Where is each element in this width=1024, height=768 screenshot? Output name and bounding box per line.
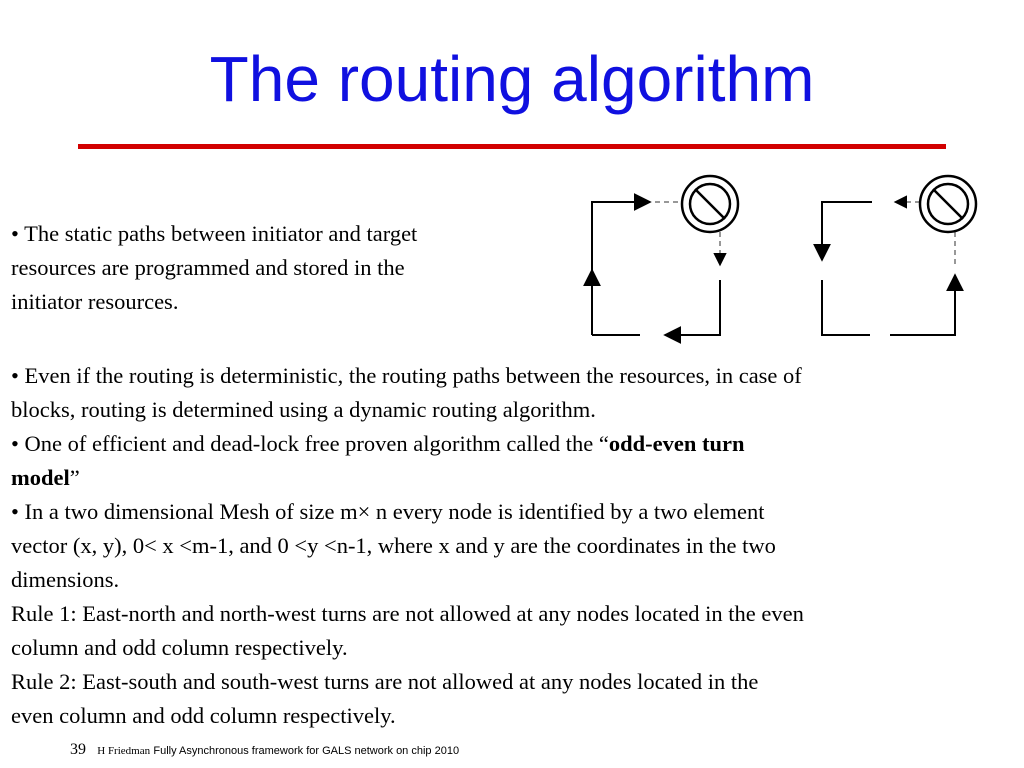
page-number: 39 bbox=[70, 741, 86, 758]
text-line: • One of efficient and dead-lock free proven algorithm called the “odd-even turn bbox=[11, 431, 745, 456]
footer-author: H Friedman bbox=[97, 745, 151, 757]
text-line: column and odd column respectively. bbox=[11, 635, 348, 660]
turn-model-diagrams bbox=[560, 170, 990, 345]
no-entry-icon bbox=[682, 176, 738, 232]
text-line: • In a two dimensional Mesh of size m× n every node is identified by a two element bbox=[11, 499, 765, 524]
text-line: resources are programmed and stored in the bbox=[11, 255, 405, 280]
text-line: • Even if the routing is deterministic, the routing paths between the resources, in case of bbox=[11, 363, 802, 388]
arrow-icon bbox=[665, 280, 720, 335]
text-line: blocks, routing is determined using a dynamic routing algorithm. bbox=[11, 397, 596, 422]
arrow-icon bbox=[822, 280, 870, 335]
arrow-icon bbox=[822, 202, 872, 260]
footer-title: Fully Asynchronous framework for GALS network on chip 2010 bbox=[153, 745, 460, 757]
text-line: model” bbox=[11, 465, 80, 490]
term-bold: odd-even turn bbox=[608, 431, 745, 456]
title-underline bbox=[78, 144, 946, 149]
text-line: vector (x, y), 0< x <m-1, and 0 <y <n-1, where x and y are the coordinates in the two bbox=[11, 533, 776, 558]
rule-1-line: Rule 1: East-north and north-west turns are not allowed at any nodes located in the even bbox=[11, 601, 804, 626]
intro-bullet bbox=[11, 217, 541, 319]
turn-diagram-right bbox=[822, 176, 976, 335]
arrow-icon bbox=[592, 202, 650, 280]
slide-footer bbox=[70, 741, 459, 759]
slide-title: The routing algorithm bbox=[209, 43, 815, 115]
text-line: even column and odd column respectively. bbox=[11, 703, 396, 728]
bullet-icon: • bbox=[11, 221, 19, 246]
body-text bbox=[11, 359, 1019, 733]
bullet-icon: • bbox=[11, 499, 19, 524]
rule-2-line: Rule 2: East-south and south-west turns are not allowed at any nodes located in the bbox=[11, 669, 759, 694]
text-line: dimensions. bbox=[11, 567, 120, 592]
no-entry-icon bbox=[920, 176, 976, 232]
term-bold: model bbox=[11, 465, 70, 490]
text-line: initiator resources. bbox=[11, 289, 179, 314]
turn-diagram-left bbox=[592, 176, 738, 335]
bullet-icon: • bbox=[11, 363, 19, 388]
text-line: • The static paths between initiator and target bbox=[11, 221, 418, 246]
bullet-icon: • bbox=[11, 431, 19, 456]
arrow-icon bbox=[890, 275, 955, 335]
